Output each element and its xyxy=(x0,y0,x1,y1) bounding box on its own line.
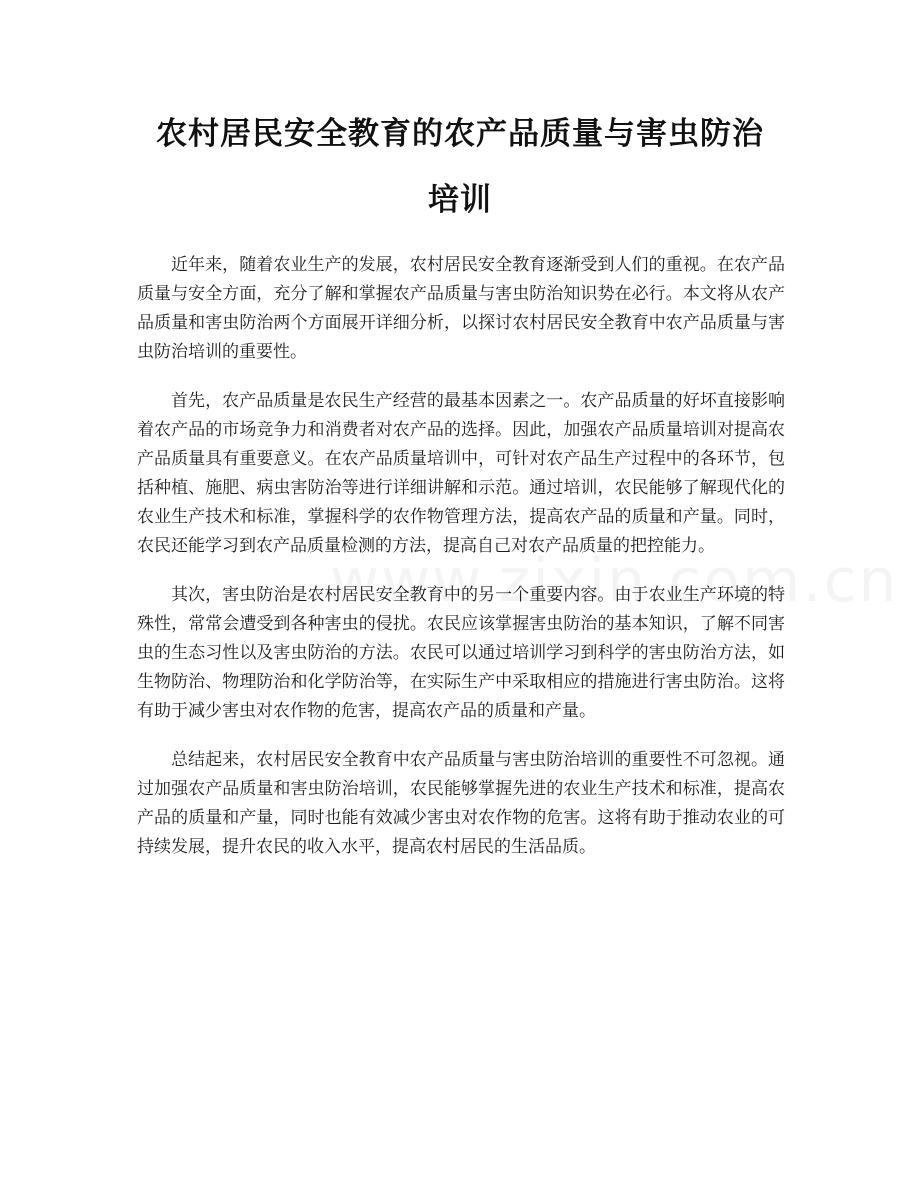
document-title-line1: 农村居民安全教育的农产品质量与害虫防治 xyxy=(156,116,764,152)
paragraph-product-quality: 首先，农产品质量是农民生产经营的最基本因素之一。农产品质量的好坏直接影响着农产品的市场竞争力和消费者对农产品的选择。因此，加强农产品质量培训对提高农产品质量具有重要意义。在农产品质量培训中，可针对农产品生产过程中的各环节，包括种植、施肥、病虫害防治等进行详细讲解和示范。通过培训，农民能够了解现代化的农业生产技术和标准，掌握科学的农作物管理方法，提高农产品的质量和产量。同时，农民还能学习到农产品质量检测的方法，提高自己对农产品质量的把控能力。 xyxy=(137,391,785,556)
paragraph-conclusion: 总结起来，农村居民安全教育中农产品质量与害虫防治培训的重要性不可忽视。通过加强农产品质量和害虫防治培训，农民能够掌握先进的农业生产技术和标准，提高农产品的质量和产量，同时也能有效减少害虫对农作物的危害。这将有助于推动农业的可持续发展，提升农民的收入水平，提高农村居民的生活品质。 xyxy=(137,750,785,857)
document-title-line2: 培训 xyxy=(428,182,492,218)
paragraph-pest-control: 其次，害虫防治是农村居民安全教育中的另一个重要内容。由于农业生产环境的特殊性，常常会遭受到各种害虫的侵扰。农民应该掌握害虫防治的基本知识，了解不同害虫的生态习性以及害虫防治的方法。农民可以通过培训学习到科学的害虫防治方法，如生物防治、物理防治和化学防治等，在实际生产中采取相应的措施进行害虫防治。这将有助于减少害虫对农作物的危害，提高农产品的质量和产量。 xyxy=(137,585,785,721)
document-body xyxy=(137,251,785,882)
paragraph-intro: 近年来，随着农业生产的发展，农村居民安全教育逐渐受到人们的重视。在农产品质量与安全方面，充分了解和掌握农产品质量与害虫防治知识势在必行。本文将从农产品质量和害虫防治两个方面展开详细分析，以探讨农村居民安全教育中农产品质量与害虫防治培训的重要性。 xyxy=(137,255,785,362)
